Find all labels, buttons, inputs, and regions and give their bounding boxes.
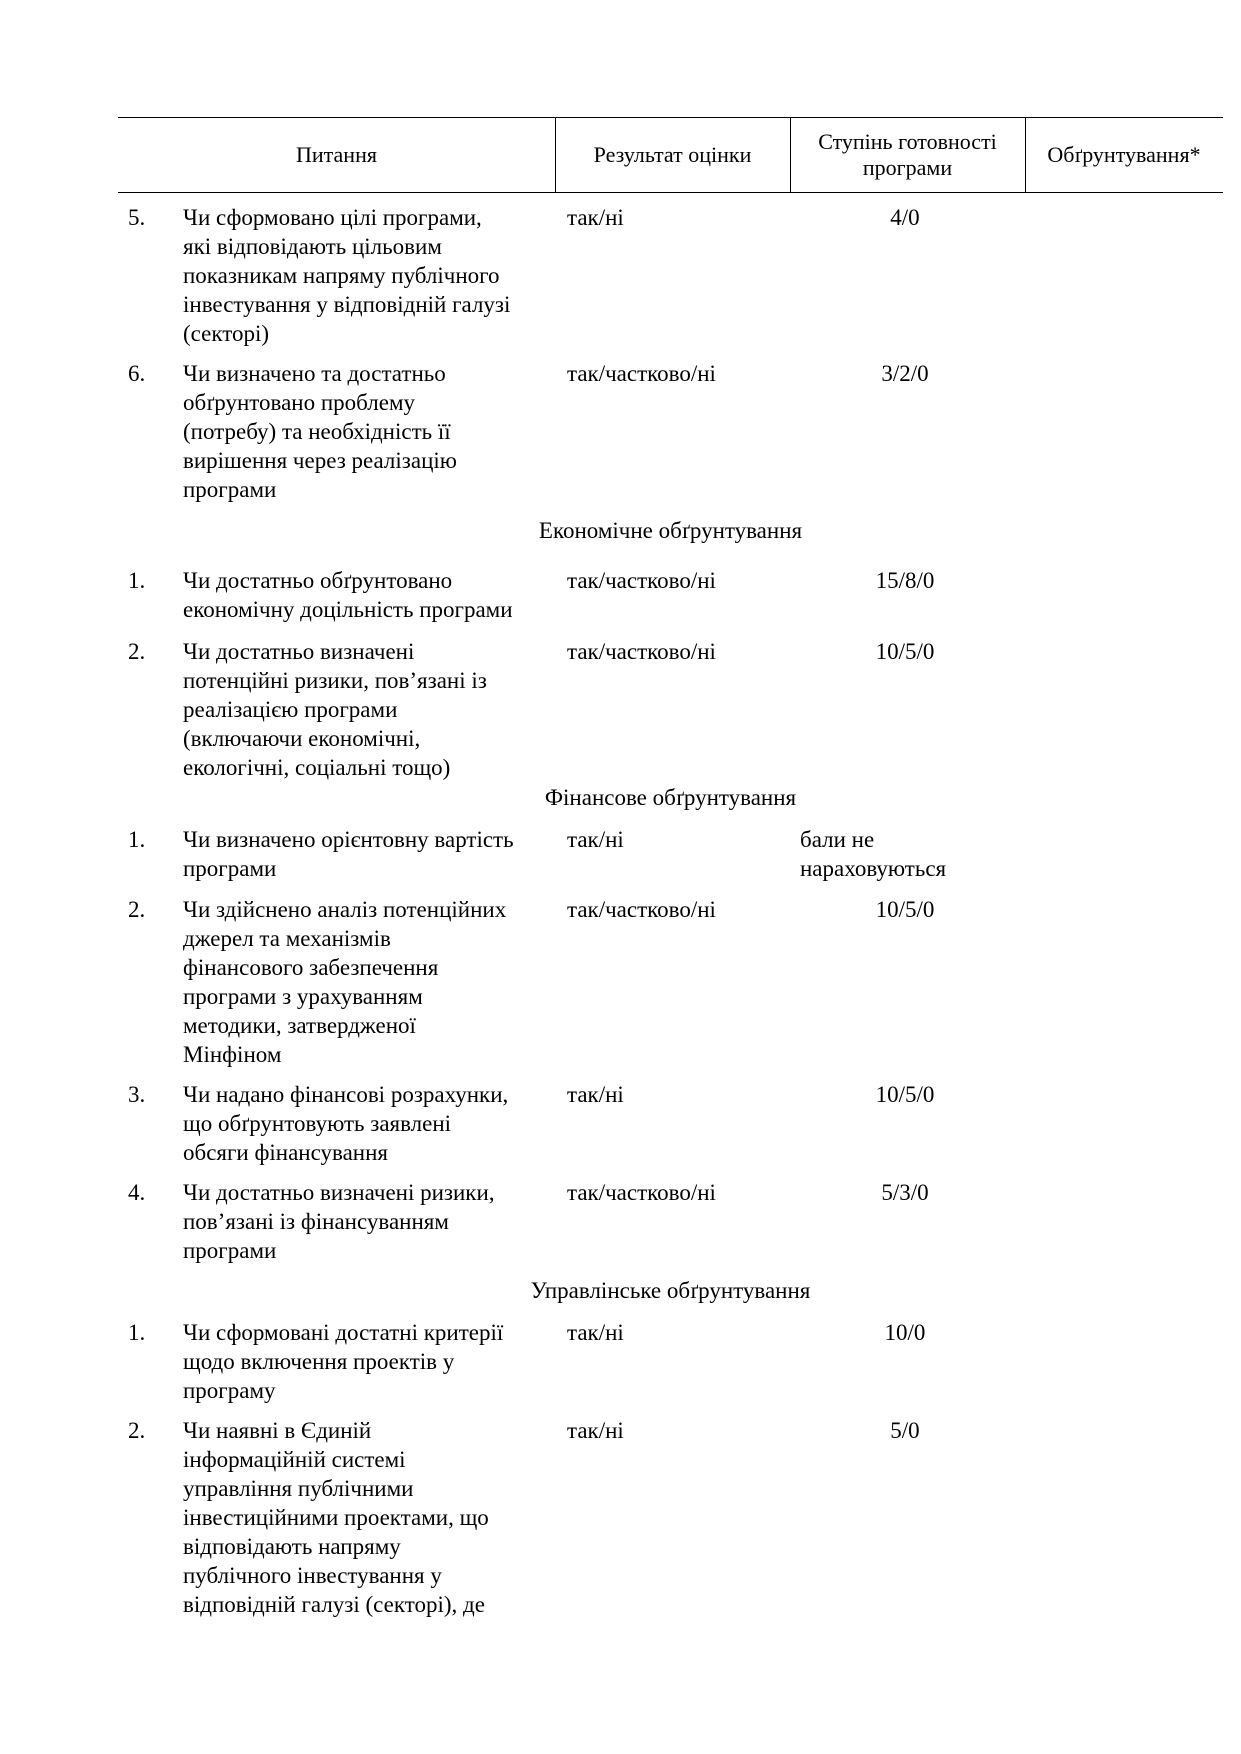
result-value: так/ні — [567, 1320, 624, 1345]
question-text: обґрунтовано проблему — [183, 390, 416, 415]
question-text: Чи достатньо визначені — [183, 639, 415, 664]
question-text: потенційні ризики, пов’язані із — [183, 668, 487, 693]
question-text: (секторі) — [183, 321, 270, 346]
score-value: 5/0 — [890, 1418, 920, 1443]
score-value: 3/2/0 — [881, 361, 929, 386]
result-value: так/частково/ні — [567, 897, 716, 922]
header-question: Питання — [296, 142, 377, 167]
question-text: інвестування у відповідній галузі — [183, 292, 511, 317]
result-value: так/частково/ні — [567, 568, 716, 593]
row-number: 6. — [128, 361, 146, 386]
question-text: методики, затвердженої — [183, 1013, 416, 1038]
question-text: програми — [183, 1238, 277, 1263]
question-text: показникам напряму публічного — [183, 263, 500, 288]
question-text: реалізацією програми — [183, 697, 398, 722]
question-text: пов’язані із фінансуванням — [183, 1209, 449, 1234]
header-readiness: Ступінь готовності програми — [818, 129, 997, 180]
question-text: відповідній галузі (секторі), де — [183, 1592, 485, 1617]
score-value: бали не — [800, 827, 875, 852]
result-value: так/частково/ні — [567, 639, 716, 664]
header-result: Результат оцінки — [593, 142, 752, 167]
result-value: так/ні — [567, 827, 624, 852]
question-text: (потребу) та необхідність її — [183, 419, 451, 444]
question-text: вирішення через реалізацію — [183, 448, 457, 473]
question-text: Чи сформовано цілі програми, — [183, 205, 482, 230]
question-text: відповідають напряму — [183, 1534, 401, 1559]
question-text: Чи сформовані достатні критерії — [183, 1320, 504, 1345]
question-text: програми — [183, 856, 277, 881]
row-number: 2. — [128, 897, 146, 922]
question-text: Чи надано фінансові розрахунки, — [183, 1082, 509, 1107]
score-value: 10/5/0 — [875, 639, 935, 664]
score-value: 10/0 — [884, 1320, 926, 1345]
question-text: програми — [183, 477, 277, 502]
section-heading: Фінансове обґрунтування — [544, 785, 797, 810]
question-text: які відповідають цільовим — [183, 234, 442, 259]
question-text: Чи достатньо визначені ризики, — [183, 1180, 495, 1205]
row-number: 5. — [128, 205, 146, 230]
score-value: 10/5/0 — [875, 1082, 935, 1107]
score-value: 5/3/0 — [881, 1180, 929, 1205]
question-text: управління публічними — [183, 1476, 414, 1501]
section-heading: Управлінське обґрунтування — [530, 1278, 811, 1303]
question-text: обсяги фінансування — [183, 1140, 388, 1165]
row-number: 1. — [128, 568, 146, 593]
question-text: програми з урахуванням — [183, 984, 423, 1009]
question-text: публічного інвестування у — [183, 1563, 442, 1588]
row-number: 1. — [128, 827, 146, 852]
question-text: Мінфіном — [183, 1042, 282, 1067]
score-value: нараховуються — [800, 856, 947, 881]
result-value: так/ні — [567, 1418, 624, 1443]
section-heading: Економічне обґрунтування — [538, 518, 803, 543]
row-number: 2. — [128, 1418, 146, 1443]
score-value: 10/5/0 — [875, 897, 935, 922]
question-text: Чи наявні в Єдиній — [183, 1418, 372, 1443]
question-text: Чи визначено та достатньо — [183, 361, 446, 386]
question-text: фінансового забезпечення — [183, 955, 439, 980]
question-text: що обґрунтовують заявлені — [183, 1111, 452, 1136]
result-value: так/частково/ні — [567, 361, 716, 386]
score-value: 4/0 — [890, 205, 920, 230]
question-text: інвестиційними проектами, що — [183, 1505, 489, 1530]
result-value: так/ні — [567, 205, 624, 230]
row-number: 2. — [128, 639, 146, 664]
question-text: економічну доцільність програми — [183, 597, 513, 622]
question-text: Чи достатньо обґрунтовано — [183, 568, 453, 593]
table-header — [118, 117, 1223, 193]
score-value: 15/8/0 — [875, 568, 935, 593]
question-text: щодо включення проектів у — [183, 1349, 455, 1374]
result-value: так/частково/ні — [567, 1180, 716, 1205]
question-text: (включаючи економічні, — [183, 726, 421, 751]
header-justification: Обґрунтування* — [1047, 142, 1201, 167]
row-number: 4. — [128, 1180, 146, 1205]
question-text: екологічні, соціальні тощо) — [183, 755, 451, 780]
question-text: Чи визначено орієнтовну вартість — [183, 827, 514, 852]
question-text: інформаційній системі — [183, 1447, 406, 1472]
question-text: Чи здійснено аналіз потенційних — [183, 897, 507, 922]
question-text: програму — [183, 1378, 276, 1403]
row-number: 1. — [128, 1320, 146, 1345]
row-number: 3. — [128, 1082, 146, 1107]
result-value: так/ні — [567, 1082, 624, 1107]
question-text: джерел та механізмів — [183, 926, 391, 951]
